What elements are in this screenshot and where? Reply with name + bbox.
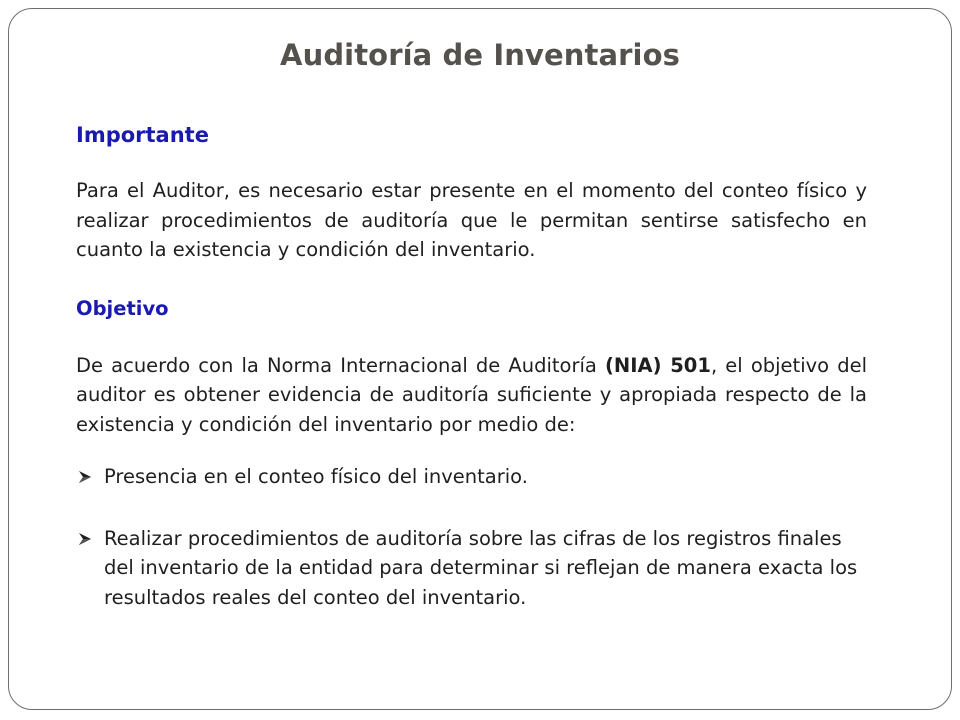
objective-text-before: De acuerdo con la Norma Internacional de Auditoría (76, 353, 605, 377)
slide-title: Auditoría de Inventarios (280, 38, 680, 72)
bullet-item (76, 462, 867, 492)
bullet-item (76, 524, 867, 613)
arrow-bullet-icon (78, 470, 92, 484)
standard-reference: (NIA) 501 (605, 353, 711, 377)
objective-paragraph (76, 351, 867, 440)
bullet-text: Realizar procedimientos de auditoría sobre las cifras de los registros finales del inventario de la entidad para determinar si reflejan de manera exacta los resultados reales del conteo del inventario. (104, 526, 858, 609)
slide-content (76, 118, 867, 612)
arrow-bullet-icon (78, 532, 92, 546)
bullet-text: Presencia en el conteo físico del inventario. (104, 465, 528, 488)
important-heading: Importante (76, 123, 209, 147)
objective-text-after: , el objetivo del auditor es obtener evidencia de auditoría suficiente y apropiada respecto de la existencia y condición del inventario por medio de: (76, 353, 868, 436)
objective-heading: Objetivo (76, 296, 169, 320)
important-paragraph: Para el Auditor, es necesario estar presente en el momento del conteo físico y realizar procedimientos de auditoría que le permitan sentirse satisfecho en cuanto la existencia y condición del inventario. (76, 179, 867, 261)
